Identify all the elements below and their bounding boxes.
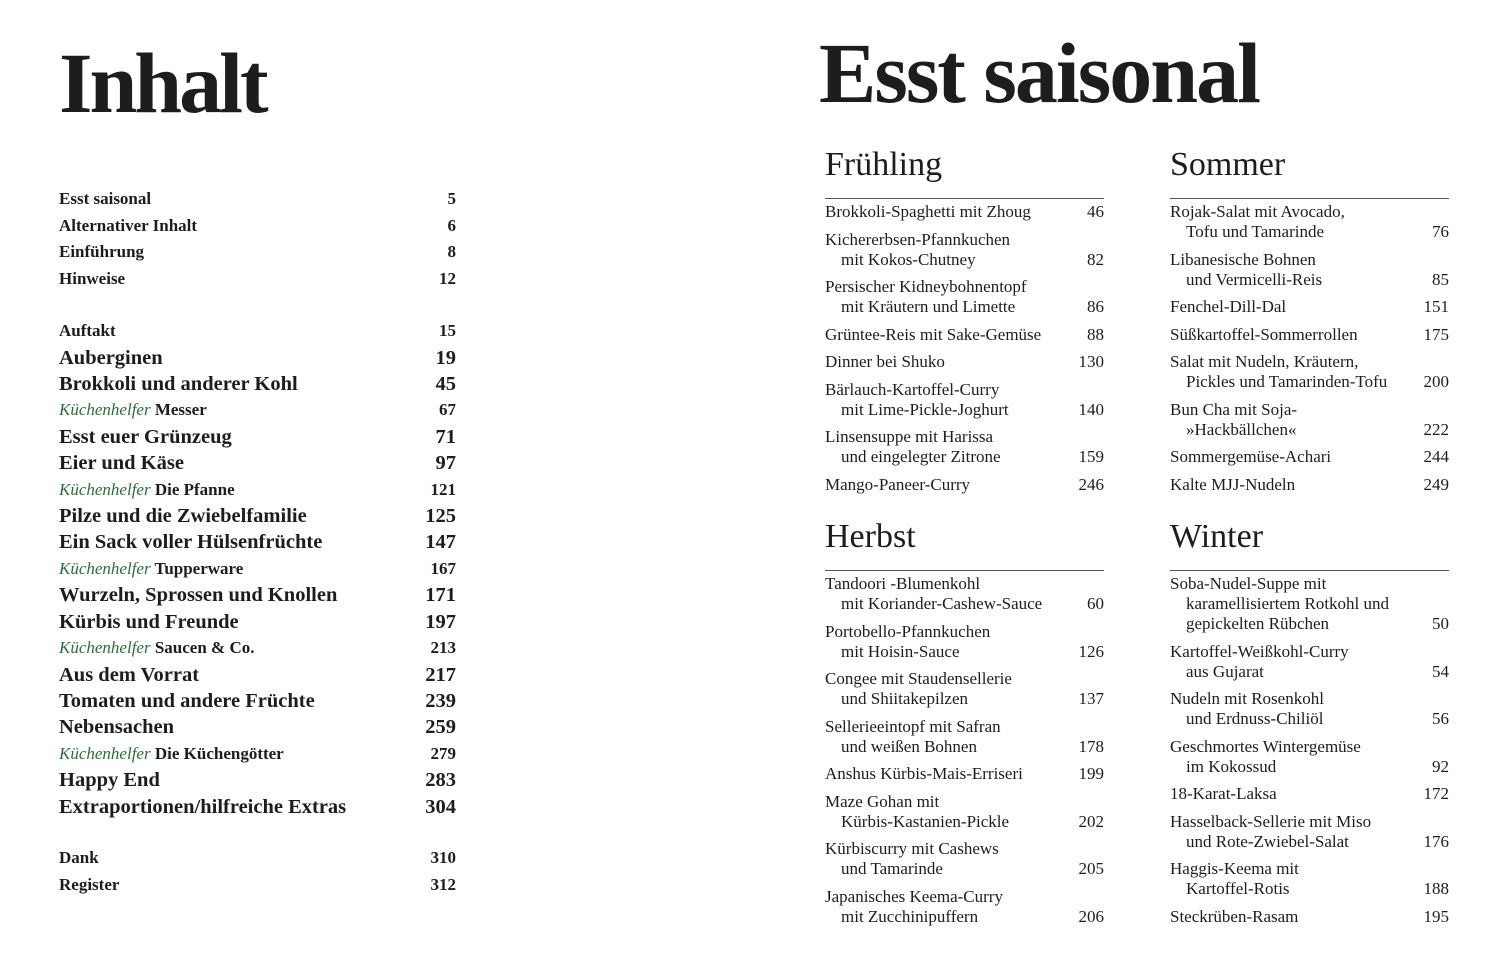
recipe-entry — [825, 230, 1104, 270]
recipe-title-line: und Rote-Zwiebel-Salat — [1186, 831, 1349, 851]
recipe-title-line: Libanesische Bohnen — [1170, 249, 1316, 269]
toc-entry-title — [59, 635, 255, 662]
recipe-title — [825, 839, 999, 879]
recipe-title-line: gepickelten Rübchen — [1186, 614, 1330, 633]
toc-entry — [59, 662, 456, 688]
recipe-title-line: Rojak-Salat mit Avocado, — [1170, 202, 1345, 221]
recipe-entry — [825, 887, 1104, 927]
recipe-title — [1170, 447, 1331, 467]
toc-entry — [59, 239, 456, 266]
recipe-page-number: 244 — [1423, 447, 1449, 466]
recipe-title-line: Congee mit Staudensellerie — [825, 669, 1012, 688]
toc-page-number: 71 — [435, 425, 456, 448]
toc-page-number: 19 — [435, 346, 456, 369]
recipe-title-line: mit Hoisin-Sauce — [841, 641, 960, 661]
divider — [825, 570, 1104, 571]
recipe-entry — [1170, 475, 1449, 495]
recipe-title — [1170, 202, 1345, 242]
toc-entry-prefix: Küchenhelfer — [59, 479, 151, 499]
toc-entry-label: Tupperware — [150, 558, 244, 578]
recipe-title-line: Mango-Paneer-Curry — [825, 474, 971, 494]
recipe-title-line: mit Kräutern und Limette — [841, 297, 1016, 316]
recipe-page-number: 200 — [1423, 372, 1449, 391]
toc-entry-title — [59, 688, 315, 714]
toc-entry-label: Eier und Käse — [59, 452, 184, 475]
toc-page-number: 97 — [435, 452, 456, 475]
recipe-page-number: 222 — [1423, 419, 1449, 439]
recipe-entry — [1170, 812, 1449, 852]
toc-entry-label: Auberginen — [59, 346, 163, 369]
recipe-entry — [1170, 689, 1449, 729]
recipe-entry — [1170, 250, 1449, 290]
recipe-entry — [825, 622, 1104, 662]
recipe-page-number: 199 — [1078, 764, 1104, 783]
recipe-entry — [1170, 642, 1449, 682]
recipe-title-line: und Shiitakepilzen — [841, 689, 969, 708]
recipe-page-number: 172 — [1423, 784, 1449, 803]
toc-entry-title — [59, 767, 160, 793]
recipe-title — [1170, 907, 1298, 927]
toc-entry-label: Dank — [59, 848, 99, 867]
recipe-title — [1170, 812, 1371, 852]
toc-page-number: 125 — [425, 505, 456, 528]
recipe-title — [1170, 642, 1349, 682]
toc-entry — [59, 767, 456, 793]
recipe-title-line: Pickles und Tamarinden-Tofu — [1186, 372, 1388, 391]
toc-entry — [59, 794, 456, 820]
page-title-seasonal: Esst saisonal — [819, 25, 1259, 121]
recipe-title-line: mit Lime-Pickle-Joghurt — [841, 399, 1009, 419]
toc-entry — [59, 477, 456, 504]
recipe-title — [825, 475, 970, 495]
recipe-entry — [825, 669, 1104, 709]
recipe-title-line: und weißen Bohnen — [841, 736, 977, 756]
recipe-page-number: 137 — [1078, 689, 1104, 708]
toc-entry-label: Happy End — [59, 769, 160, 792]
toc-group-chapters — [59, 318, 456, 820]
recipe-title-line: Bärlauch-Kartoffel-Curry — [825, 379, 1000, 399]
recipe-title-line: Portobello-Pfannkuchen — [825, 621, 991, 641]
recipe-title-line: Anshus Kürbis-Mais-Erriseri — [825, 764, 1023, 783]
toc-page-number: 197 — [425, 610, 456, 633]
toc-entry-title — [59, 239, 144, 266]
toc-entry — [59, 688, 456, 714]
recipe-page-number: 82 — [1087, 249, 1104, 269]
recipe-page-number: 88 — [1087, 324, 1104, 344]
toc-entry-label: Extraportionen/hilfreiche Extras — [59, 795, 347, 818]
toc-page-number: 239 — [425, 690, 456, 713]
toc-entry-label: Tomaten und andere Früchte — [59, 690, 315, 713]
recipe-title — [1170, 574, 1389, 634]
recipe-title-line: Haggis-Keema mit — [1170, 859, 1299, 878]
toc-entry-title — [59, 213, 197, 240]
page-title: Inhalt — [59, 35, 266, 131]
toc-entry-label: Esst saisonal — [59, 189, 152, 208]
recipe-title — [825, 717, 1001, 757]
recipe-page-number: 92 — [1432, 756, 1449, 776]
toc-entry — [59, 318, 456, 345]
recipe-title — [825, 352, 945, 372]
toc-entry-label: Die Pfanne — [150, 479, 235, 499]
toc-entry-title — [59, 397, 207, 424]
recipe-title-line: und Tamarinde — [841, 859, 943, 878]
divider — [825, 198, 1104, 199]
recipe-entry — [825, 839, 1104, 879]
recipe-title — [825, 622, 990, 662]
toc-entry-label: Ein Sack voller Hülsenfrüchte — [59, 531, 323, 554]
recipe-page-number: 159 — [1078, 447, 1104, 466]
toc-entry-title — [59, 609, 239, 635]
recipe-entry — [825, 352, 1104, 372]
recipe-page-number: 249 — [1423, 474, 1449, 494]
recipe-title — [1170, 859, 1299, 899]
recipe-title-line: Kürbis-Kastanien-Pickle — [841, 811, 1010, 831]
recipe-title-line: Sommergemüse-Achari — [1170, 447, 1332, 466]
toc-entry-prefix: Küchenhelfer — [59, 743, 151, 763]
season-autumn — [825, 520, 1104, 934]
toc-page-number: 217 — [425, 663, 456, 686]
recipe-page-number: 195 — [1423, 906, 1449, 926]
recipe-title-line: mit Zucchinipuffern — [841, 906, 979, 926]
toc-entry-title — [59, 794, 346, 820]
toc-entry-title — [59, 318, 116, 345]
recipe-title — [825, 764, 1023, 784]
toc-entry-title — [59, 662, 199, 688]
toc-page-number: 283 — [425, 769, 456, 792]
toc-entry-title — [59, 186, 151, 213]
recipe-title-line: Nudeln mit Rosenkohl — [1170, 689, 1324, 708]
toc-entry — [59, 741, 456, 768]
season-heading: Herbst — [825, 518, 916, 555]
toc-entry-label: Nebensachen — [59, 716, 175, 739]
recipe-title-line: Kartoffel-Weißkohl-Curry — [1170, 641, 1349, 661]
toc-page-number: 15 — [439, 321, 456, 340]
recipe-page-number: 176 — [1423, 831, 1449, 851]
toc-entry-title — [59, 477, 235, 504]
toc-entry-label: Kürbis und Freunde — [59, 610, 239, 633]
recipe-page-number: 178 — [1078, 736, 1104, 756]
recipe-title — [1170, 325, 1358, 345]
recipe-title-line: »Hackbällchen« — [1186, 419, 1297, 439]
recipe-title — [825, 277, 1027, 317]
toc-entry — [59, 609, 456, 635]
recipe-title-line: Dinner bei Shuko — [825, 352, 945, 371]
toc-page-number: 45 — [435, 372, 456, 395]
recipe-page-number: 151 — [1423, 297, 1449, 316]
recipe-page-number: 126 — [1078, 641, 1104, 661]
toc-entry-title — [59, 450, 184, 476]
recipe-title-line: Tandoori -Blumenkohl — [825, 574, 981, 593]
toc-entry-title — [59, 741, 284, 768]
toc-entry — [59, 556, 456, 583]
toc-entry-title — [59, 556, 243, 583]
toc-entry — [59, 186, 456, 213]
toc-entry-title — [59, 845, 99, 872]
toc-page-number: 304 — [425, 795, 456, 818]
recipe-page-number: 130 — [1078, 352, 1104, 371]
recipe-title — [1170, 352, 1387, 392]
recipe-title-line: mit Kokos-Chutney — [841, 249, 976, 269]
recipe-entry — [825, 764, 1104, 784]
recipe-page-number: 60 — [1087, 594, 1104, 613]
toc-page-number: 12 — [439, 268, 456, 288]
recipe-entry — [825, 792, 1104, 832]
recipe-title-line: Soba-Nudel-Suppe mit — [1170, 574, 1327, 593]
recipe-list — [825, 202, 1104, 495]
toc-entry-title — [59, 345, 163, 371]
recipe-entry — [825, 427, 1104, 467]
recipe-title — [825, 202, 1031, 222]
recipe-title-line: Kichererbsen-Pfannkuchen — [825, 229, 1011, 249]
season-heading: Frühling — [825, 146, 943, 183]
toc-page-number: 171 — [425, 584, 456, 607]
recipe-entry — [1170, 907, 1449, 927]
toc-entry — [59, 397, 456, 424]
recipe-title — [825, 427, 1001, 467]
recipe-title-line: und Vermicelli-Reis — [1186, 269, 1323, 289]
toc-entry-title — [59, 424, 232, 450]
toc-entry-label: Auftakt — [59, 321, 116, 340]
recipe-page-number: 85 — [1432, 269, 1449, 289]
recipe-title-line: Grüntee-Reis mit Sake-Gemüse — [825, 324, 1042, 344]
toc-entry — [59, 424, 456, 450]
toc-entry-title — [59, 529, 322, 555]
recipe-page-number: 50 — [1432, 614, 1449, 633]
toc-entry — [59, 635, 456, 662]
recipe-entry — [1170, 202, 1449, 242]
season-spring — [825, 148, 1104, 502]
recipe-title-line: Fenchel-Dill-Dal — [1170, 297, 1287, 316]
recipe-page-number: 246 — [1078, 474, 1104, 494]
toc-page-number: 8 — [447, 242, 456, 261]
season-heading: Sommer — [1170, 146, 1286, 183]
recipe-title-line: und Erdnuss-Chiliöl — [1186, 709, 1324, 728]
toc-entry — [59, 345, 456, 371]
recipe-entry — [825, 380, 1104, 420]
recipe-entry — [1170, 447, 1449, 467]
recipe-page-number: 46 — [1087, 202, 1104, 221]
toc-entry-title — [59, 371, 298, 397]
recipe-title-line: 18-Karat-Laksa — [1170, 784, 1277, 803]
recipe-title-line: Süßkartoffel-Sommerrollen — [1170, 324, 1358, 344]
recipe-title-line: und eingelegter Zitrone — [841, 447, 1001, 466]
recipe-title-line: Bun Cha mit Soja- — [1170, 399, 1298, 419]
recipe-entry — [825, 717, 1104, 757]
recipe-entry — [1170, 859, 1449, 899]
recipe-title-line: Geschmortes Wintergemüse — [1170, 736, 1361, 756]
toc-page-number: 259 — [425, 716, 456, 739]
toc-page-number: 312 — [430, 874, 456, 894]
recipe-title — [825, 669, 1012, 709]
recipe-entry — [1170, 297, 1449, 317]
toc-entry-title — [59, 714, 174, 740]
recipe-page-number: 76 — [1432, 222, 1449, 241]
recipe-title — [825, 325, 1041, 345]
recipe-title — [1170, 475, 1295, 495]
recipe-title-line: Hasselback-Sellerie mit Miso — [1170, 811, 1372, 831]
recipe-title-line: aus Gujarat — [1186, 661, 1264, 681]
recipe-title-line: Maze Gohan mit — [825, 791, 940, 811]
recipe-entry — [1170, 400, 1449, 440]
recipe-title-line: Brokkoli-Spaghetti mit Zhoug — [825, 202, 1031, 221]
toc-entry-prefix: Küchenhelfer — [59, 558, 151, 578]
toc-group-front-matter — [59, 186, 456, 292]
recipe-entry — [825, 202, 1104, 222]
recipe-title — [1170, 297, 1286, 317]
toc-entry-label: Wurzeln, Sprossen und Knollen — [59, 584, 338, 607]
toc-entry-label: Pilze und die Zwiebelfamilie — [59, 505, 307, 528]
recipe-entry — [1170, 325, 1449, 345]
recipe-title-line: Persischer Kidneybohnentopf — [825, 277, 1027, 296]
recipe-title-line: Kalte MJJ-Nudeln — [1170, 474, 1296, 494]
recipe-title-line: Salat mit Nudeln, Kräutern, — [1170, 352, 1359, 371]
toc-page-number: 6 — [447, 215, 456, 235]
recipe-entry — [825, 574, 1104, 614]
recipe-title — [825, 230, 1010, 270]
recipe-page-number: 86 — [1087, 297, 1104, 316]
toc-entry — [59, 450, 456, 476]
toc-entry-label: Messer — [150, 400, 207, 420]
recipe-entry — [1170, 737, 1449, 777]
recipe-title-line: Linsensuppe mit Harissa — [825, 427, 994, 446]
toc-entry-label: Saucen & Co. — [150, 638, 255, 658]
recipe-title-line: Kartoffel-Rotis — [1186, 879, 1290, 898]
toc-page-number: 67 — [439, 400, 456, 420]
recipe-title-line: Steckrüben-Rasam — [1170, 906, 1299, 926]
recipe-page-number: 175 — [1423, 324, 1449, 344]
recipe-entry — [825, 325, 1104, 345]
toc-entry — [59, 503, 456, 529]
toc-entry — [59, 213, 456, 240]
toc-entry-label: Esst euer Grünzeug — [59, 425, 232, 448]
toc-entry — [59, 845, 456, 872]
divider — [1170, 198, 1449, 199]
recipe-entry — [825, 277, 1104, 317]
recipe-entry — [825, 475, 1104, 495]
recipe-page-number: 205 — [1078, 859, 1104, 878]
recipe-page-number: 202 — [1078, 811, 1104, 831]
recipe-page-number: 140 — [1078, 399, 1104, 419]
divider — [1170, 570, 1449, 571]
toc-entry — [59, 872, 456, 899]
toc-page-number: 167 — [430, 558, 456, 578]
recipe-entry — [1170, 574, 1449, 634]
recipe-title — [1170, 784, 1277, 804]
toc-entry-prefix: Küchenhelfer — [59, 638, 151, 658]
recipe-title — [825, 380, 1009, 420]
recipe-title — [1170, 400, 1297, 440]
toc-entry-title — [59, 503, 307, 529]
recipe-title — [1170, 250, 1322, 290]
recipe-title-line: Kürbiscurry mit Cashews — [825, 839, 999, 858]
recipe-title — [825, 574, 1042, 614]
recipe-title-line: mit Koriander-Cashew-Sauce — [841, 594, 1043, 613]
toc-entry-prefix: Küchenhelfer — [59, 400, 151, 420]
toc-entry-label: Einführung — [59, 242, 145, 261]
toc-entry-label: Brokkoli und anderer Kohl — [59, 372, 298, 395]
recipe-page-number: 54 — [1432, 661, 1449, 681]
toc-page-number: 279 — [430, 743, 456, 763]
toc-entry — [59, 266, 456, 293]
recipe-title-line: im Kokossud — [1186, 756, 1277, 776]
recipe-page-number: 56 — [1432, 709, 1449, 728]
recipe-title — [1170, 737, 1361, 777]
toc-entry-title — [59, 872, 119, 899]
toc-page-number: 121 — [430, 479, 456, 499]
recipe-title-line: Sellerieeintopf mit Safran — [825, 716, 1001, 736]
recipe-title — [825, 887, 1003, 927]
recipe-page-number: 206 — [1078, 906, 1104, 926]
toc-entry-label: Alternativer Inhalt — [59, 215, 198, 235]
recipe-list — [1170, 202, 1449, 495]
toc-entry — [59, 582, 456, 608]
toc-entry-label: Register — [59, 874, 120, 894]
toc-entry-title — [59, 266, 125, 293]
recipe-title — [825, 792, 1009, 832]
recipe-entry — [1170, 784, 1449, 804]
toc-page-number: 310 — [430, 848, 456, 867]
recipe-title-line: karamellisiertem Rotkohl und — [1186, 594, 1390, 613]
toc-entry-label: Die Küchengötter — [150, 743, 284, 763]
toc-group-back-matter — [59, 845, 456, 898]
recipe-page-number: 188 — [1423, 879, 1449, 898]
recipe-list — [1170, 574, 1449, 927]
recipe-entry — [1170, 352, 1449, 392]
season-summer — [1170, 148, 1449, 502]
toc-entry-label: Hinweise — [59, 268, 126, 288]
toc-page-number: 147 — [425, 531, 456, 554]
recipe-title — [1170, 689, 1324, 729]
season-heading: Winter — [1170, 518, 1264, 555]
toc-entry-label: Aus dem Vorrat — [59, 663, 200, 686]
recipe-list — [825, 574, 1104, 927]
toc-entry — [59, 714, 456, 740]
recipe-title-line: Tofu und Tamarinde — [1186, 222, 1324, 241]
toc-page-number: 5 — [447, 189, 456, 208]
recipe-title-line: Japanisches Keema-Curry — [825, 886, 1003, 906]
toc-entry-title — [59, 582, 337, 608]
toc-entry — [59, 371, 456, 397]
season-winter — [1170, 520, 1449, 934]
toc-page-number: 213 — [430, 638, 456, 658]
toc-entry — [59, 529, 456, 555]
